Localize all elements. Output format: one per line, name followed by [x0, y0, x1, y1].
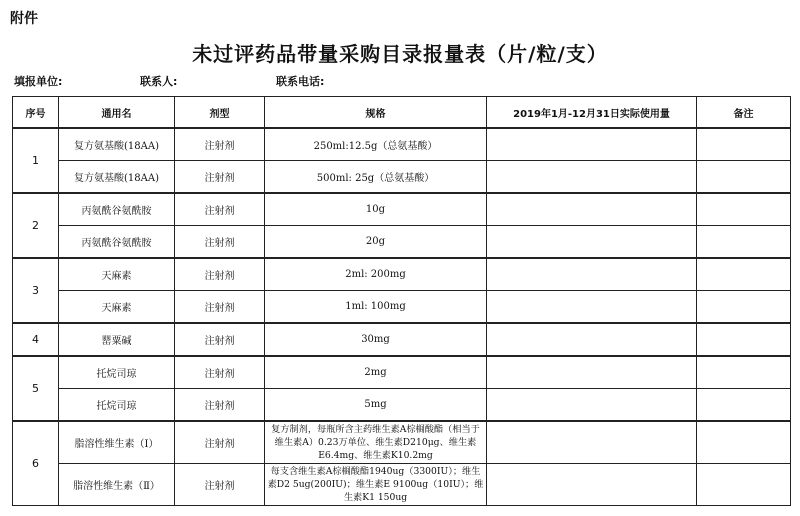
- spec-cell: 20g: [265, 226, 487, 259]
- form-cell: 注射剂: [175, 193, 265, 226]
- form-cell: 注射剂: [175, 464, 265, 506]
- table-row: [13, 226, 791, 259]
- name-cell: 托烷司琼: [59, 389, 175, 422]
- spec-cell: 2mg: [265, 356, 487, 389]
- seq-cell: 4: [13, 323, 59, 356]
- table-row: [13, 389, 791, 422]
- table-row: [13, 258, 791, 291]
- spec-cell: 5mg: [265, 389, 487, 422]
- usage-cell[interactable]: [487, 323, 697, 356]
- seq-cell: 1: [13, 128, 59, 193]
- form-cell: 注射剂: [175, 389, 265, 422]
- usage-cell[interactable]: [487, 291, 697, 324]
- spec-cell: 1ml: 100mg: [265, 291, 487, 324]
- spec-cell: 复方制剂，每瓶所含主药维生素A棕榈酸酯（相当于维生素A）0.23万单位、维生素D210μg、维生素E6.4mg、维生素K10.2mg: [265, 421, 487, 464]
- table-row: [13, 128, 791, 161]
- table-header-row: [13, 97, 791, 129]
- seq-cell: 2: [13, 193, 59, 258]
- seq-cell: 6: [13, 421, 59, 506]
- name-cell: 丙氨酰谷氨酰胺: [59, 193, 175, 226]
- form-cell: 注射剂: [175, 128, 265, 161]
- note-cell[interactable]: [697, 193, 791, 226]
- usage-cell[interactable]: [487, 356, 697, 389]
- note-cell[interactable]: [697, 323, 791, 356]
- usage-cell[interactable]: [487, 389, 697, 422]
- name-cell: 复方氨基酸(18AA): [59, 161, 175, 194]
- header-seq: 序号: [13, 97, 59, 129]
- page-title: 未过评药品带量采购目录报量表（片/粒/支）: [192, 42, 608, 66]
- table-row: [13, 161, 791, 194]
- table-row: [13, 464, 791, 506]
- note-cell[interactable]: [697, 161, 791, 194]
- name-cell: 托烷司琼: [59, 356, 175, 389]
- form-cell: 注射剂: [175, 226, 265, 259]
- table-row: [13, 323, 791, 356]
- name-cell: 天麻素: [59, 258, 175, 291]
- note-cell[interactable]: [697, 421, 791, 464]
- usage-cell[interactable]: [487, 161, 697, 194]
- form-cell: 注射剂: [175, 258, 265, 291]
- usage-cell[interactable]: [487, 193, 697, 226]
- name-cell: 脂溶性维生素（Ⅱ）: [59, 464, 175, 506]
- note-cell[interactable]: [697, 464, 791, 506]
- note-cell[interactable]: [697, 128, 791, 161]
- form-cell: 注射剂: [175, 356, 265, 389]
- spec-cell: 2ml: 200mg: [265, 258, 487, 291]
- usage-cell[interactable]: [487, 464, 697, 506]
- header-note: 备注: [697, 97, 791, 129]
- header-form: 剂型: [175, 97, 265, 129]
- note-cell[interactable]: [697, 291, 791, 324]
- usage-cell[interactable]: [487, 258, 697, 291]
- name-cell: 罂粟碱: [59, 323, 175, 356]
- name-cell: 复方氨基酸(18AA): [59, 128, 175, 161]
- table-row: [13, 421, 791, 464]
- seq-cell: 3: [13, 258, 59, 323]
- table-row: [13, 356, 791, 389]
- spec-cell: 30mg: [265, 323, 487, 356]
- table-row: [13, 291, 791, 324]
- attachment-label: 附件: [10, 11, 38, 27]
- name-cell: 丙氨酰谷氨酰胺: [59, 226, 175, 259]
- usage-cell[interactable]: [487, 421, 697, 464]
- note-cell[interactable]: [697, 258, 791, 291]
- form-cell: 注射剂: [175, 291, 265, 324]
- spec-cell: 250ml:12.5g（总氨基酸）: [265, 128, 487, 161]
- contact-label: 联系人:: [140, 75, 178, 88]
- spec-cell: 每支含维生素A棕榈酸酯1940ug（3300IU）；维生素D2 5ug(200IU)；维生素E 9100ug（10IU）；维生素K1 150ug: [265, 464, 487, 506]
- seq-cell: 5: [13, 356, 59, 421]
- note-cell[interactable]: [697, 389, 791, 422]
- note-cell[interactable]: [697, 356, 791, 389]
- header-name: 通用名: [59, 97, 175, 129]
- header-spec: 规格: [265, 97, 487, 129]
- usage-cell[interactable]: [487, 128, 697, 161]
- note-cell[interactable]: [697, 226, 791, 259]
- spec-cell: 500ml: 25g（总氨基酸）: [265, 161, 487, 194]
- form-cell: 注射剂: [175, 421, 265, 464]
- usage-cell[interactable]: [487, 226, 697, 259]
- name-cell: 脂溶性维生素（Ⅰ）: [59, 421, 175, 464]
- table-row: [13, 193, 791, 226]
- unit-label: 填报单位:: [14, 75, 63, 88]
- form-cell: 注射剂: [175, 161, 265, 194]
- form-cell: 注射剂: [175, 323, 265, 356]
- procurement-table: [12, 96, 791, 506]
- phone-label: 联系电话:: [276, 75, 325, 88]
- spec-cell: 10g: [265, 193, 487, 226]
- name-cell: 天麻素: [59, 291, 175, 324]
- header-usage: 2019年1月-12月31日实际使用量: [487, 97, 697, 129]
